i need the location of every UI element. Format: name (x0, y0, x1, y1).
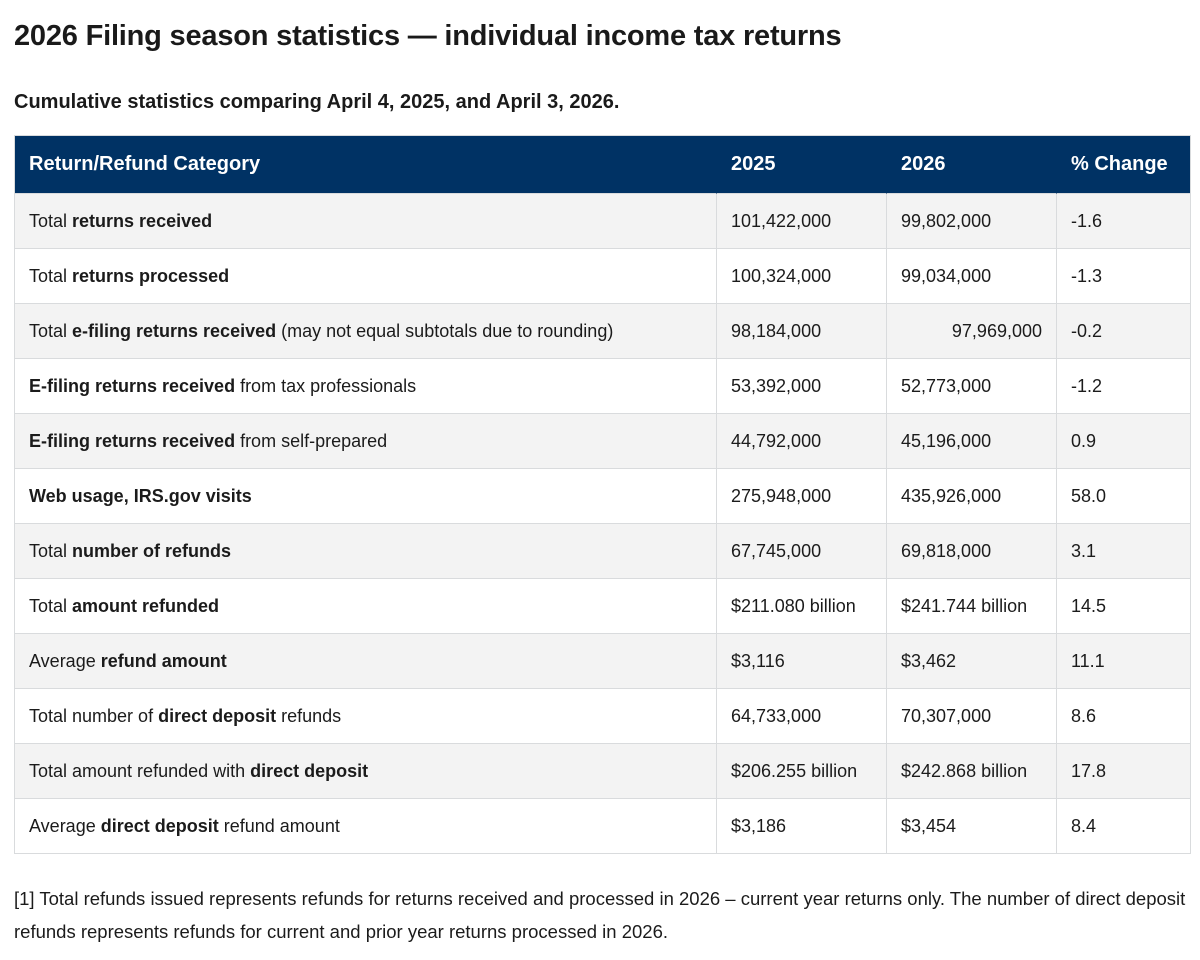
category-cell (15, 194, 717, 249)
category-text-bold: direct deposit (158, 705, 277, 726)
category-cell (15, 689, 717, 744)
percent-change-cell: -0.2 (1057, 304, 1191, 359)
category-text: Total (29, 320, 73, 341)
table-row (15, 304, 1191, 359)
category-text: Total (29, 210, 73, 231)
category-text: (may not equal subtotals due to rounding) (276, 320, 614, 341)
category-text: Average (29, 815, 101, 836)
value-2026-cell: $3,454 (887, 799, 1057, 854)
category-text: Total (29, 540, 73, 561)
category-cell (15, 524, 717, 579)
category-text-bold: amount refunded (72, 595, 220, 616)
category-cell (15, 799, 717, 854)
value-2026-cell: 45,196,000 (887, 414, 1057, 469)
category-text-bold: returns processed (72, 265, 230, 286)
percent-change-cell: 17.8 (1057, 744, 1191, 799)
table-row (15, 799, 1191, 854)
value-2025-cell: 100,324,000 (717, 249, 887, 304)
page-title: 2026 Filing season statistics — individual income tax returns (14, 20, 842, 52)
category-text: Total amount refunded with (29, 760, 251, 781)
column-header-2025: 2025 (717, 136, 887, 194)
category-text-bold: direct deposit (100, 815, 219, 836)
value-2026-cell: $3,462 (887, 634, 1057, 689)
category-text: refund amount (218, 815, 340, 836)
value-2025-cell: 275,948,000 (717, 469, 887, 524)
table-row (15, 579, 1191, 634)
category-text: from tax professionals (235, 375, 417, 396)
value-2025-cell: 101,422,000 (717, 194, 887, 249)
table-row (15, 524, 1191, 579)
category-text: Total number of (29, 705, 159, 726)
percent-change-cell: 0.9 (1057, 414, 1191, 469)
value-2026-cell: $242.868 billion (887, 744, 1057, 799)
table-body (15, 194, 1191, 854)
value-2025-cell: $3,186 (717, 799, 887, 854)
value-2026-cell: 99,802,000 (887, 194, 1057, 249)
value-2026-cell: $241.744 billion (887, 579, 1057, 634)
category-cell (15, 744, 717, 799)
value-2025-cell: $211.080 billion (717, 579, 887, 634)
page-subtitle: Cumulative statistics comparing April 4, 2025, and April 3, 2026. (14, 91, 620, 113)
value-2026-cell: 70,307,000 (887, 689, 1057, 744)
footnote: [1] Total refunds issued represents refunds for returns received and processed in 2026 – current year returns only. The number of direct deposit refunds represents refunds for current and prior year returns processed in 2026. (14, 888, 1186, 943)
table-row (15, 634, 1191, 689)
table-row (15, 249, 1191, 304)
filing-stats-table (14, 135, 1191, 854)
percent-change-cell: -1.2 (1057, 359, 1191, 414)
category-text: from self-prepared (235, 430, 388, 451)
table-row (15, 359, 1191, 414)
category-text-bold: number of refunds (72, 540, 232, 561)
category-text-bold: refund amount (100, 650, 227, 671)
percent-change-cell: 8.4 (1057, 799, 1191, 854)
category-cell (15, 249, 717, 304)
percent-change-cell: 14.5 (1057, 579, 1191, 634)
category-cell (15, 634, 717, 689)
value-2025-cell: 64,733,000 (717, 689, 887, 744)
percent-change-cell: -1.3 (1057, 249, 1191, 304)
percent-change-cell: -1.6 (1057, 194, 1191, 249)
table-row (15, 744, 1191, 799)
percent-change-cell: 8.6 (1057, 689, 1191, 744)
column-header-percent-change: % Change (1057, 136, 1191, 194)
category-text-bold: Web usage, IRS.gov visits (29, 485, 252, 506)
table-header-row (15, 136, 1191, 194)
category-text: Total (29, 265, 73, 286)
category-text-bold: e-filing returns received (72, 320, 277, 341)
category-cell (15, 359, 717, 414)
category-text-bold: returns received (72, 210, 213, 231)
value-2025-cell: 53,392,000 (717, 359, 887, 414)
value-2025-cell: 98,184,000 (717, 304, 887, 359)
category-cell (15, 579, 717, 634)
table-row (15, 689, 1191, 744)
percent-change-cell: 3.1 (1057, 524, 1191, 579)
category-text: Average (29, 650, 101, 671)
value-2025-cell: $3,116 (717, 634, 887, 689)
value-2026-cell: 69,818,000 (887, 524, 1057, 579)
percent-change-cell: 58.0 (1057, 469, 1191, 524)
category-text-bold: direct deposit (250, 760, 369, 781)
category-text-bold: E-filing returns received (29, 375, 236, 396)
percent-change-cell: 11.1 (1057, 634, 1191, 689)
category-cell (15, 469, 717, 524)
category-cell (15, 304, 717, 359)
table-row (15, 414, 1191, 469)
category-text: Total (29, 595, 73, 616)
value-2025-cell: 44,792,000 (717, 414, 887, 469)
table-row (15, 469, 1191, 524)
value-2025-cell: $206.255 billion (717, 744, 887, 799)
category-text-bold: E-filing returns received (29, 430, 236, 451)
value-2026-cell: 435,926,000 (887, 469, 1057, 524)
category-text: refunds (276, 705, 342, 726)
category-cell (15, 414, 717, 469)
value-2026-cell: 99,034,000 (887, 249, 1057, 304)
table-row (15, 194, 1191, 249)
value-2025-cell: 67,745,000 (717, 524, 887, 579)
value-2026-cell: 97,969,000 (887, 304, 1057, 359)
column-header-2026: 2026 (887, 136, 1057, 194)
value-2026-cell: 52,773,000 (887, 359, 1057, 414)
column-header-category: Return/Refund Category (15, 136, 717, 194)
